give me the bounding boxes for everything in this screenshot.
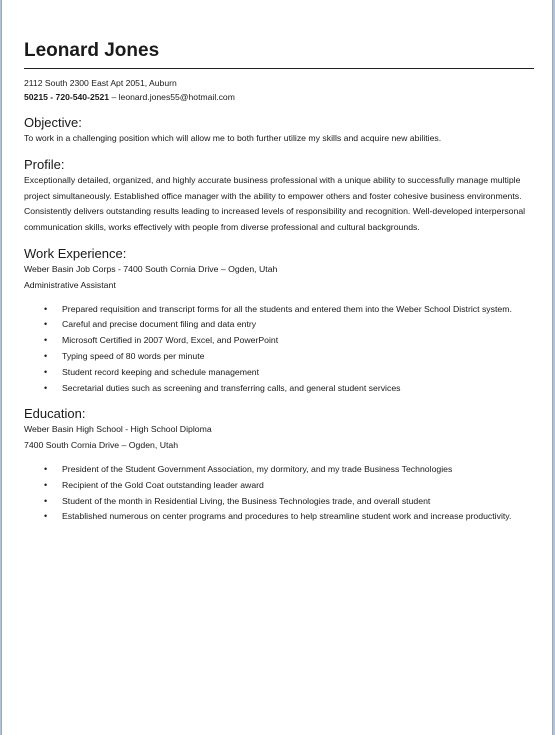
list-item <box>44 462 534 478</box>
list-item-text: Established numerous on center programs and procedures to help streamline student work and increase productivity. <box>62 511 512 522</box>
list-item <box>44 349 534 365</box>
work-employer: Weber Basin Job Corps - 7400 South Cornia Drive – Ogden, Utah <box>24 263 278 274</box>
list-item-text: President of the Student Government Association, my dormitory, and my trade Business Technologies <box>62 463 453 474</box>
resume-content <box>24 38 534 525</box>
objective-title: Objective: <box>24 115 82 130</box>
work-experience-title: Work Experience: <box>24 245 127 261</box>
list-item <box>44 494 534 510</box>
bullet-icon: • <box>44 479 48 490</box>
list-item-text: Typing speed of 80 words per minute <box>62 350 205 361</box>
education-address: 7400 South Cornia Drive – Ogden, Utah <box>24 440 179 451</box>
email-address: leonard.jones55@hotmail.com <box>118 92 235 102</box>
list-item <box>44 509 534 525</box>
bullet-icon: • <box>44 335 48 346</box>
bullet-icon: • <box>44 382 48 393</box>
phone-separator: - <box>47 92 56 102</box>
contact-block <box>24 76 534 104</box>
education-title: Education: <box>24 406 86 422</box>
list-item-text: Student record keeping and schedule management <box>62 366 260 377</box>
education-bullet-list <box>24 462 534 525</box>
zip-code: 50215 <box>24 92 48 102</box>
profile-title: Profile: <box>24 156 65 172</box>
work-bullet-list <box>24 302 534 397</box>
bullet-icon: • <box>44 511 48 522</box>
email-separator: – <box>111 92 119 102</box>
bullet-icon: • <box>44 495 48 506</box>
list-item <box>44 302 534 318</box>
objective-text: To work in a challenging position which will allow me to both further utilize my skills and acquire new abilities. <box>24 133 442 143</box>
list-item <box>44 365 534 381</box>
profile-text: Exceptionally detailed, organized, and highly accurate business professional with a unique ability to successfully manage multiple project simultaneously. Established office manager with the ability to empower others and foster cohesive business environments. Consistently delivers outstanding results leading to increased levels of responsibility and recognition. Well-developed interpersonal communication skills, works effectively with people from diverse professional and cultural backgrounds. <box>24 174 526 233</box>
address-line: 2112 South 2300 East Apt 2051, Auburn <box>24 78 177 88</box>
list-item-text: Recipient of the Gold Coat outstanding leader award <box>62 479 264 490</box>
list-item <box>44 478 534 494</box>
bullet-icon: • <box>44 319 48 330</box>
bullet-icon: • <box>44 366 48 377</box>
phone-number: 720-540-2521 <box>55 92 110 102</box>
document-page <box>1 0 553 735</box>
bullet-icon: • <box>44 350 48 361</box>
list-item <box>44 333 534 349</box>
resume-name: Leonard Jones <box>24 38 534 69</box>
list-item <box>44 317 534 333</box>
bullet-icon: • <box>44 463 48 474</box>
bullet-icon: • <box>44 303 48 314</box>
list-item-text: Careful and precise document filing and data entry <box>62 319 257 330</box>
work-position: Administrative Assistant <box>24 279 116 290</box>
education-school: Weber Basin High School - High School Diploma <box>24 424 212 435</box>
list-item <box>44 381 534 397</box>
list-item-text: Student of the month in Residential Living, the Business Technologies trade, and overall student <box>62 495 431 506</box>
contact-line <box>24 90 534 104</box>
list-item-text: Prepared requisition and transcript forms for all the students and entered them into the Weber School District system. <box>62 303 512 314</box>
list-item-text: Microsoft Certified in 2007 Word, Excel, and PowerPoint <box>62 335 279 346</box>
list-item-text: Secretarial duties such as screening and transferring calls, and general student services <box>62 382 401 393</box>
